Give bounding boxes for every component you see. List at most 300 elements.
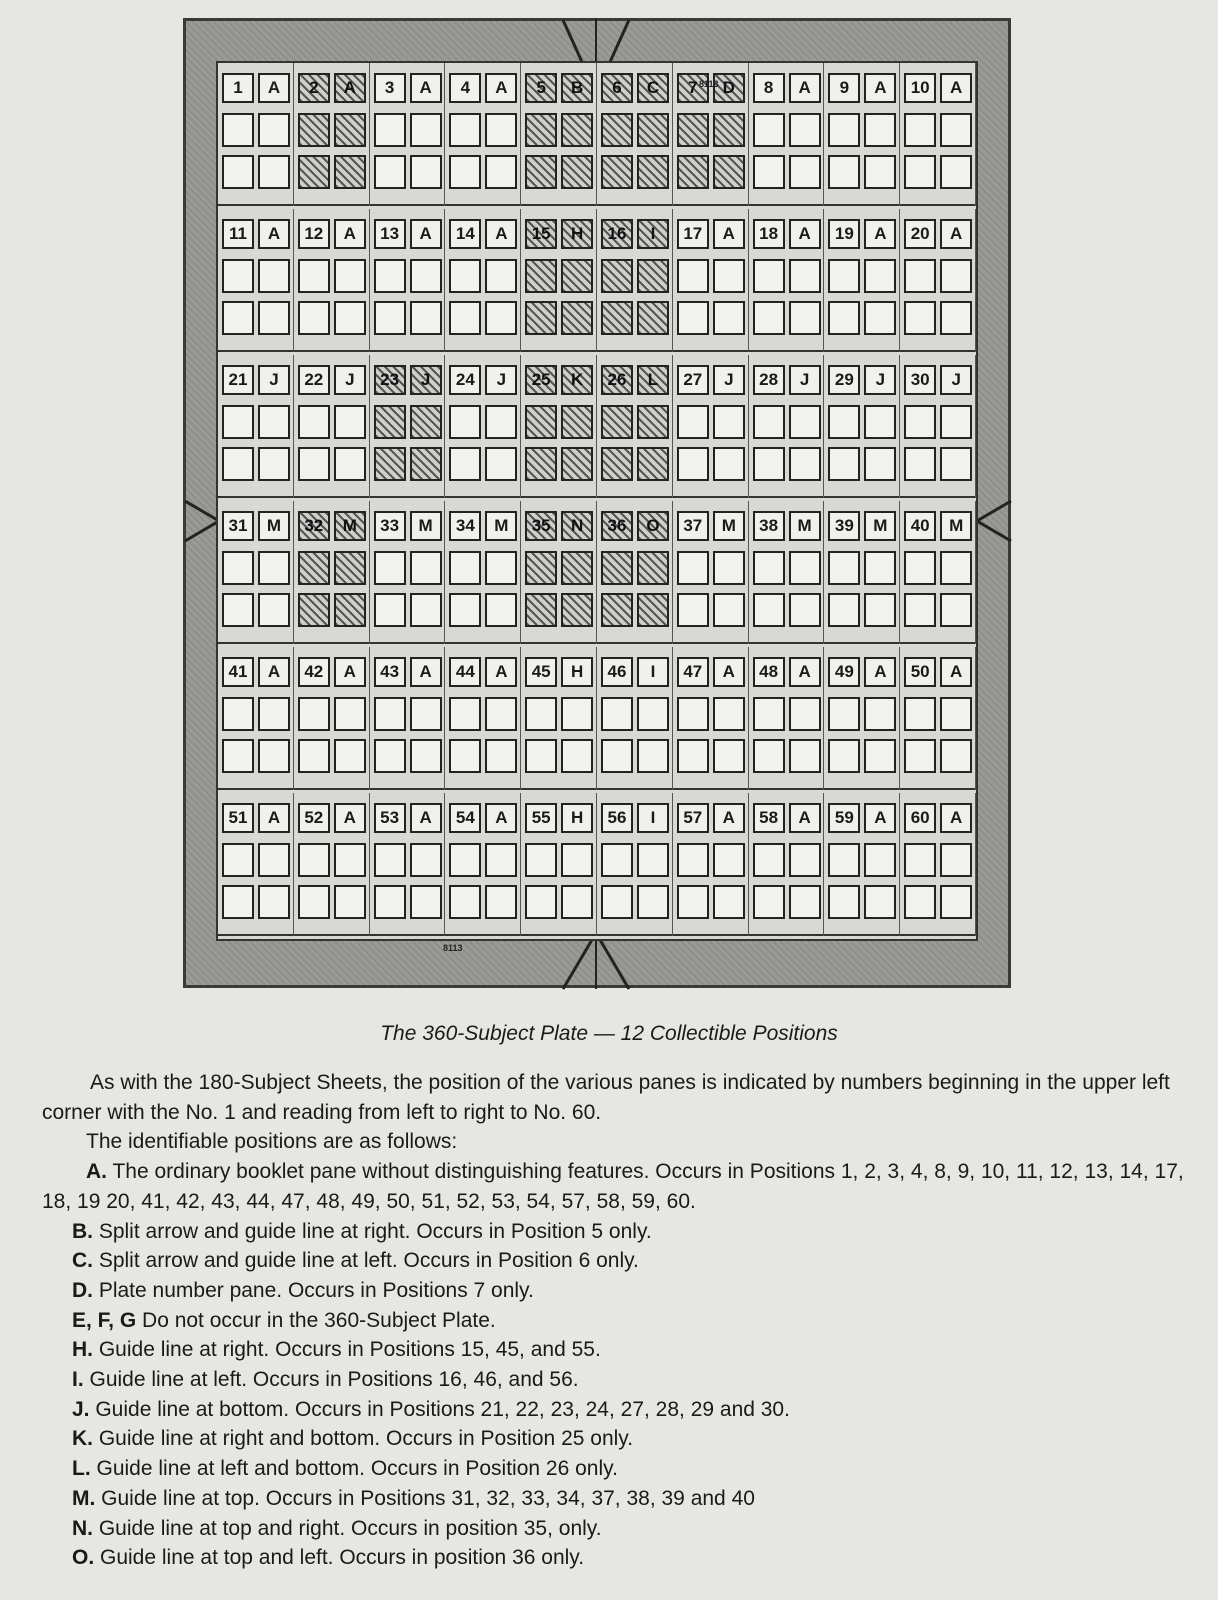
stamp-subject [449, 113, 481, 147]
pane-type-letter: M [789, 511, 821, 541]
stamp-subject [561, 447, 593, 481]
positions-heading: The identifiable positions are as follows: [86, 1130, 458, 1154]
booklet-pane [824, 63, 900, 206]
stamp-subject [561, 301, 593, 335]
booklet-pane [521, 647, 597, 790]
booklet-pane [824, 355, 900, 498]
stamp-subject [940, 301, 972, 335]
pane-type-letter: J [713, 365, 745, 395]
stamp-subject [298, 739, 330, 773]
stamp-subject [753, 843, 785, 877]
stamp-subject [410, 405, 442, 439]
stamp-subject [637, 551, 669, 585]
stamp-subject [258, 885, 290, 919]
stamp-subject [904, 113, 936, 147]
stamp-subject [940, 405, 972, 439]
stamp-subject [864, 593, 896, 627]
booklet-pane [597, 501, 673, 644]
plate-number-bottom: 8113 [443, 943, 463, 953]
position-item [42, 1395, 1202, 1425]
stamp-subject [449, 697, 481, 731]
pane-type-letter: M [713, 511, 745, 541]
pane-position-number: 25 [525, 365, 557, 395]
stamp-subject [525, 259, 557, 293]
stamp-subject [713, 739, 745, 773]
stamp-subject [485, 447, 517, 481]
plate-sheet [216, 61, 978, 941]
stamp-subject [601, 885, 633, 919]
stamp-subject [410, 447, 442, 481]
pane-position-number: 10 [904, 73, 936, 103]
pane-type-letter: A [485, 657, 517, 687]
stamp-subject [753, 697, 785, 731]
stamp-subject [864, 405, 896, 439]
pane-type-letter: A [334, 219, 366, 249]
pane-type-letter: A [334, 73, 366, 103]
pane-type-letter: J [940, 365, 972, 395]
plate-number-top: 8113 [699, 79, 719, 89]
body-text [42, 1068, 1202, 1573]
pane-type-letter: C [637, 73, 669, 103]
stamp-subject [637, 113, 669, 147]
stamp-subject [410, 301, 442, 335]
stamp-subject [904, 885, 936, 919]
stamp-subject [677, 113, 709, 147]
booklet-pane [673, 647, 749, 790]
pane-position-number: 18 [753, 219, 785, 249]
position-key: K. [72, 1427, 93, 1451]
position-item [42, 1306, 1202, 1336]
pane-position-number: 31 [222, 511, 254, 541]
booklet-pane [749, 63, 825, 206]
stamp-subject [864, 113, 896, 147]
booklet-pane [445, 355, 521, 498]
pane-type-letter: N [561, 511, 593, 541]
stamp-subject [561, 843, 593, 877]
pane-position-number: 28 [753, 365, 785, 395]
stamp-subject [374, 405, 406, 439]
pane-position-number: 33 [374, 511, 406, 541]
pane-type-letter: H [561, 219, 593, 249]
position-description: Plate number pane. Occurs in Positions 7 only. [93, 1278, 534, 1302]
pane-type-letter: A [334, 657, 366, 687]
stamp-subject [789, 301, 821, 335]
pane-type-letter: A [258, 219, 290, 249]
stamp-subject [713, 405, 745, 439]
stamp-subject [449, 301, 481, 335]
booklet-pane [218, 501, 294, 644]
pane-position-number: 27 [677, 365, 709, 395]
stamp-subject [637, 885, 669, 919]
stamp-subject [753, 113, 785, 147]
pane-type-letter: O [637, 511, 669, 541]
stamp-subject [561, 155, 593, 189]
stamp-subject [940, 259, 972, 293]
booklet-pane [597, 63, 673, 206]
pane-position-number: 55 [525, 803, 557, 833]
stamp-subject [713, 551, 745, 585]
stamp-subject [677, 885, 709, 919]
stamp-subject [713, 593, 745, 627]
pane-type-letter: A [258, 803, 290, 833]
stamp-subject [525, 593, 557, 627]
pane-type-letter: M [410, 511, 442, 541]
booklet-pane [218, 63, 294, 206]
pane-position-number: 5 [525, 73, 557, 103]
pane-position-number: 3 [374, 73, 406, 103]
stamp-subject [864, 885, 896, 919]
stamp-subject [904, 447, 936, 481]
stamp-subject [334, 885, 366, 919]
stamp-subject [677, 739, 709, 773]
position-item [42, 1276, 1202, 1306]
stamp-subject [485, 697, 517, 731]
stamp-subject [485, 843, 517, 877]
stamp-subject [828, 593, 860, 627]
pane-position-number: 47 [677, 657, 709, 687]
pane-position-number: 54 [449, 803, 481, 833]
booklet-pane [824, 793, 900, 936]
stamp-subject [789, 405, 821, 439]
stamp-subject [677, 843, 709, 877]
pane-type-letter: K [561, 365, 593, 395]
pane-type-letter: A [410, 73, 442, 103]
stamp-subject [525, 551, 557, 585]
pane-type-letter: H [561, 803, 593, 833]
stamp-subject [828, 447, 860, 481]
booklet-pane [370, 793, 446, 936]
stamp-subject [374, 697, 406, 731]
stamp-subject [222, 155, 254, 189]
booklet-pane [370, 501, 446, 644]
booklet-pane [673, 793, 749, 936]
positions-list [42, 1157, 1202, 1573]
pane-type-letter: A [940, 803, 972, 833]
stamp-subject [713, 259, 745, 293]
pane-position-number: 39 [828, 511, 860, 541]
pane-type-letter: A [864, 73, 896, 103]
stamp-subject [410, 885, 442, 919]
pane-position-number: 14 [449, 219, 481, 249]
booklet-pane [445, 209, 521, 352]
stamp-subject [637, 259, 669, 293]
stamp-subject [449, 739, 481, 773]
stamp-subject [374, 113, 406, 147]
pane-type-letter: A [789, 657, 821, 687]
stamp-subject [258, 447, 290, 481]
stamp-subject [222, 259, 254, 293]
stamp-subject [258, 259, 290, 293]
stamp-subject [298, 697, 330, 731]
figure-caption: The 360-Subject Plate — 12 Collectible Positions [380, 1022, 838, 1045]
stamp-subject [601, 843, 633, 877]
pane-type-letter: A [713, 803, 745, 833]
pane-type-letter: A [258, 73, 290, 103]
pane-position-number: 37 [677, 511, 709, 541]
stamp-subject [222, 739, 254, 773]
pane-position-number: 36 [601, 511, 633, 541]
stamp-subject [298, 155, 330, 189]
booklet-pane [521, 793, 597, 936]
pane-type-letter: J [410, 365, 442, 395]
stamp-subject [753, 301, 785, 335]
booklet-pane [597, 793, 673, 936]
position-description: Split arrow and guide line at left. Occurs in Position 6 only. [93, 1249, 639, 1273]
stamp-subject [864, 301, 896, 335]
stamp-subject [334, 593, 366, 627]
stamp-subject [789, 593, 821, 627]
stamp-subject [374, 447, 406, 481]
position-description: Guide line at left and bottom. Occurs in Position 26 only. [90, 1457, 618, 1481]
pane-type-letter: J [334, 365, 366, 395]
pane-type-letter: A [713, 657, 745, 687]
booklet-pane [749, 501, 825, 644]
stamp-subject [258, 593, 290, 627]
pane-position-number: 42 [298, 657, 330, 687]
stamp-subject [828, 843, 860, 877]
stamp-subject [561, 259, 593, 293]
stamp-subject [561, 593, 593, 627]
stamp-subject [789, 697, 821, 731]
stamp-subject [410, 155, 442, 189]
stamp-subject [677, 593, 709, 627]
pane-position-number: 1 [222, 73, 254, 103]
stamp-subject [601, 739, 633, 773]
stamp-subject [334, 739, 366, 773]
booklet-pane [294, 355, 370, 498]
pane-type-letter: I [637, 657, 669, 687]
stamp-subject [753, 155, 785, 189]
stamp-subject [828, 885, 860, 919]
booklet-pane [370, 647, 446, 790]
position-item [42, 1454, 1202, 1484]
stamp-subject [410, 739, 442, 773]
stamp-subject [298, 593, 330, 627]
stamp-subject [753, 593, 785, 627]
booklet-pane [218, 209, 294, 352]
stamp-subject [713, 155, 745, 189]
stamp-subject [864, 843, 896, 877]
booklet-pane [294, 209, 370, 352]
booklet-pane [218, 355, 294, 498]
stamp-subject [601, 551, 633, 585]
stamp-subject [334, 113, 366, 147]
position-description: The ordinary booklet pane without distinguishing features. Occurs in Positions 1, 2, 3, 4, 8, 9, 10, 11, 12, 13, 14, 17, 18, 19 20, 41, 42, 43, 44, 47, 48, 49, 50, 51, 52, 53, 54, 57, 58, 59, 60. [42, 1160, 1184, 1213]
position-description: Guide line at top. Occurs in Positions 31, 32, 33, 34, 37, 38, 39 and 40 [95, 1486, 755, 1510]
stamp-subject [449, 885, 481, 919]
stamp-subject [334, 697, 366, 731]
stamp-subject [940, 739, 972, 773]
stamp-subject [940, 113, 972, 147]
stamp-subject [677, 155, 709, 189]
stamp-subject [940, 551, 972, 585]
stamp-subject [940, 593, 972, 627]
pane-type-letter: A [940, 657, 972, 687]
pane-type-letter: M [940, 511, 972, 541]
position-item [42, 1217, 1202, 1247]
pane-type-letter: A [864, 219, 896, 249]
pane-type-letter: A [410, 219, 442, 249]
pane-position-number: 41 [222, 657, 254, 687]
pane-position-number: 51 [222, 803, 254, 833]
stamp-subject [940, 447, 972, 481]
stamp-subject [561, 697, 593, 731]
booklet-pane [900, 647, 976, 790]
pane-position-number: 32 [298, 511, 330, 541]
stamp-subject [904, 551, 936, 585]
stamp-subject [864, 739, 896, 773]
pane-position-number: 22 [298, 365, 330, 395]
pane-position-number: 46 [601, 657, 633, 687]
pane-row [218, 793, 976, 936]
stamp-subject [222, 551, 254, 585]
right-arrow-icon [975, 499, 1015, 543]
stamp-subject [222, 697, 254, 731]
stamp-subject [940, 843, 972, 877]
stamp-subject [713, 885, 745, 919]
pane-type-letter: A [258, 657, 290, 687]
position-key: C. [72, 1249, 93, 1273]
stamp-subject [713, 301, 745, 335]
stamp-subject [904, 593, 936, 627]
stamp-subject [904, 739, 936, 773]
stamp-subject [637, 593, 669, 627]
stamp-subject [485, 593, 517, 627]
booklet-pane [900, 209, 976, 352]
position-key: I. [72, 1368, 84, 1392]
stamp-subject [485, 301, 517, 335]
position-description: Do not occur in the 360-Subject Plate. [136, 1308, 496, 1332]
stamp-subject [374, 885, 406, 919]
position-key: B. [72, 1219, 93, 1243]
stamp-subject [677, 259, 709, 293]
booklet-pane [900, 63, 976, 206]
position-key: L. [72, 1457, 91, 1481]
booklet-pane [597, 647, 673, 790]
stamp-subject [298, 843, 330, 877]
stamp-subject [258, 843, 290, 877]
booklet-pane [824, 209, 900, 352]
stamp-subject [753, 739, 785, 773]
stamp-subject [410, 593, 442, 627]
position-key: D. [72, 1278, 93, 1302]
pane-position-number: 7 [677, 73, 709, 103]
pane-position-number: 57 [677, 803, 709, 833]
booklet-pane [521, 209, 597, 352]
booklet-pane [521, 501, 597, 644]
position-key: N. [72, 1516, 93, 1540]
pane-position-number: 19 [828, 219, 860, 249]
pane-type-letter: I [637, 803, 669, 833]
stamp-subject [753, 405, 785, 439]
pane-position-number: 13 [374, 219, 406, 249]
position-item [42, 1157, 1202, 1216]
stamp-subject [449, 259, 481, 293]
pane-type-letter: A [334, 803, 366, 833]
intro-paragraph: As with the 180-Subject Sheets, the position of the various panes is indicated by numbers beginning in the upper left corner with the No. 1 and reading from left to right to No. 60. [42, 1071, 1170, 1124]
stamp-subject [298, 405, 330, 439]
pane-type-letter: A [713, 219, 745, 249]
pane-position-number: 24 [449, 365, 481, 395]
pane-type-letter: H [561, 657, 593, 687]
pane-type-letter: D [713, 73, 745, 103]
stamp-subject [525, 301, 557, 335]
pane-position-number: 8 [753, 73, 785, 103]
stamp-subject [410, 843, 442, 877]
stamp-subject [789, 551, 821, 585]
stamp-subject [904, 843, 936, 877]
stamp-subject [789, 885, 821, 919]
pane-position-number: 2 [298, 73, 330, 103]
position-item [42, 1543, 1202, 1573]
pane-position-number: 6 [601, 73, 633, 103]
pane-type-letter: A [410, 657, 442, 687]
stamp-subject [298, 259, 330, 293]
position-item [42, 1365, 1202, 1395]
stamp-subject [485, 155, 517, 189]
stamp-subject [904, 301, 936, 335]
stamp-subject [525, 697, 557, 731]
pane-position-number: 59 [828, 803, 860, 833]
pane-position-number: 48 [753, 657, 785, 687]
pane-position-number: 29 [828, 365, 860, 395]
stamp-subject [828, 551, 860, 585]
pane-position-number: 11 [222, 219, 254, 249]
pane-type-letter: A [485, 219, 517, 249]
position-item [42, 1514, 1202, 1544]
stamp-subject [298, 301, 330, 335]
pane-position-number: 16 [601, 219, 633, 249]
stamp-subject [601, 405, 633, 439]
pane-position-number: 17 [677, 219, 709, 249]
pane-type-letter: B [561, 73, 593, 103]
pane-position-number: 34 [449, 511, 481, 541]
stamp-subject [864, 259, 896, 293]
booklet-pane [521, 63, 597, 206]
stamp-subject [561, 113, 593, 147]
pane-row [218, 501, 976, 644]
stamp-subject [485, 113, 517, 147]
stamp-subject [789, 259, 821, 293]
position-description: Guide line at right. Occurs in Positions 15, 45, and 55. [93, 1338, 601, 1362]
pane-row [218, 209, 976, 352]
pane-position-number: 12 [298, 219, 330, 249]
booklet-pane [673, 501, 749, 644]
stamp-subject [374, 739, 406, 773]
pane-row [218, 647, 976, 790]
stamp-subject [525, 885, 557, 919]
position-item [42, 1335, 1202, 1365]
pane-type-letter: I [637, 219, 669, 249]
stamp-subject [713, 113, 745, 147]
booklet-pane [824, 647, 900, 790]
stamp-subject [601, 259, 633, 293]
booklet-pane [294, 647, 370, 790]
stamp-subject [828, 739, 860, 773]
pane-type-letter: L [637, 365, 669, 395]
stamp-subject [525, 447, 557, 481]
stamp-subject [561, 551, 593, 585]
stamp-subject [753, 259, 785, 293]
stamp-subject [525, 405, 557, 439]
stamp-subject [753, 447, 785, 481]
pane-type-letter: A [789, 803, 821, 833]
stamp-subject [410, 697, 442, 731]
pane-position-number: 56 [601, 803, 633, 833]
booklet-pane [294, 793, 370, 936]
stamp-subject [449, 551, 481, 585]
stamp-subject [485, 405, 517, 439]
